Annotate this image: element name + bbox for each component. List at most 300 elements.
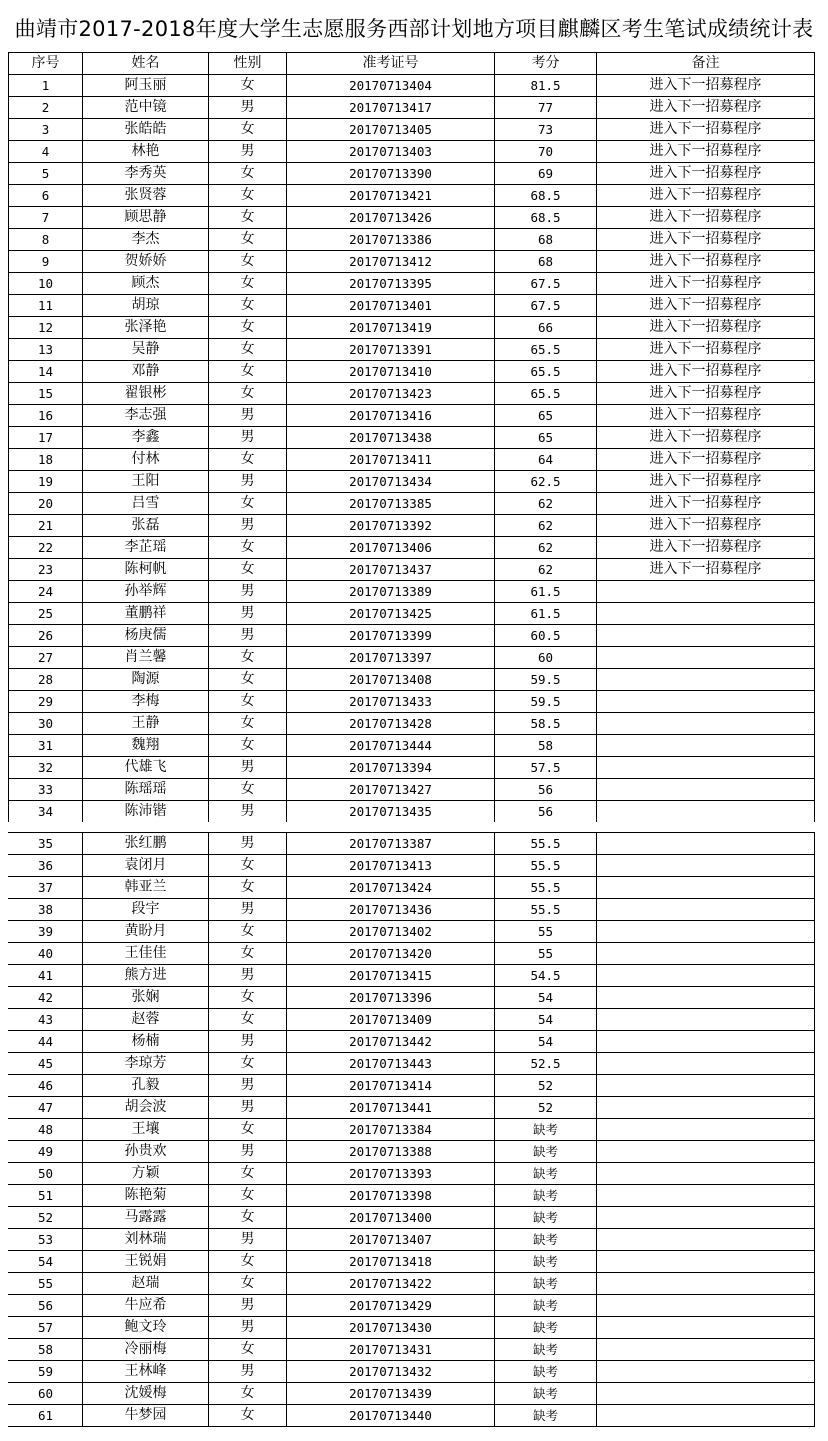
cell-index: 16 [9,405,83,427]
cell-gender: 女 [209,295,287,317]
table-row [9,1383,815,1405]
cell-remark [597,1053,815,1075]
cell-gender: 女 [209,383,287,405]
cell-exam-id: 20170713405 [287,119,495,141]
table-row [9,877,815,899]
cell-remark [597,757,815,779]
cell-exam-id: 20170713406 [287,537,495,559]
header-score: 考分 [495,53,597,75]
cell-gender: 男 [209,1229,287,1251]
cell-score: 59.5 [495,669,597,691]
cell-remark [597,1163,815,1185]
cell-name: 贺娇娇 [83,251,209,273]
cell-remark [597,1031,815,1053]
cell-exam-id: 20170713438 [287,427,495,449]
cell-exam-id: 20170713425 [287,603,495,625]
cell-name: 陈柯帆 [83,559,209,581]
table-row [9,185,815,207]
cell-exam-id: 20170713397 [287,647,495,669]
cell-score: 58.5 [495,713,597,735]
cell-remark: 进入下一招募程序 [597,405,815,427]
cell-gender: 男 [209,801,287,823]
table-row [9,779,815,801]
table-row [9,647,815,669]
cell-score: 缺考 [495,1405,597,1427]
cell-gender: 女 [209,449,287,471]
cell-remark [597,943,815,965]
cell-remark [597,1097,815,1119]
cell-exam-id: 20170713409 [287,1009,495,1031]
cell-score: 缺考 [495,1207,597,1229]
cell-remark: 进入下一招募程序 [597,97,815,119]
cell-exam-id: 20170713415 [287,965,495,987]
cell-remark [597,1295,815,1317]
cell-remark: 进入下一招募程序 [597,493,815,515]
cell-index: 8 [9,229,83,251]
cell-gender: 男 [209,581,287,603]
cell-gender: 女 [209,1207,287,1229]
cell-index: 46 [9,1075,83,1097]
cell-index: 6 [9,185,83,207]
table-row [9,713,815,735]
cell-gender: 女 [209,1251,287,1273]
cell-index: 2 [9,97,83,119]
table-row [9,383,815,405]
cell-index: 24 [9,581,83,603]
cell-name: 段宇 [83,899,209,921]
cell-index: 59 [9,1361,83,1383]
cell-index: 3 [9,119,83,141]
cell-gender: 女 [209,185,287,207]
cell-score: 65.5 [495,383,597,405]
cell-gender: 男 [209,141,287,163]
cell-name: 李志强 [83,405,209,427]
cell-score: 73 [495,119,597,141]
cell-exam-id: 20170713429 [287,1295,495,1317]
cell-name: 李鑫 [83,427,209,449]
cell-remark [597,1229,815,1251]
table-row [9,1229,815,1251]
cell-gender: 女 [209,691,287,713]
cell-exam-id: 20170713413 [287,855,495,877]
cell-index: 11 [9,295,83,317]
cell-score: 缺考 [495,1119,597,1141]
cell-score: 缺考 [495,1295,597,1317]
cell-name: 黄盼月 [83,921,209,943]
cell-index: 1 [9,75,83,97]
cell-score: 缺考 [495,1229,597,1251]
cell-score: 68.5 [495,185,597,207]
cell-remark [597,669,815,691]
table-row [9,295,815,317]
cell-score: 60 [495,647,597,669]
header-index: 序号 [9,53,83,75]
cell-name: 袁闭月 [83,855,209,877]
cell-index: 61 [9,1405,83,1427]
cell-index: 52 [9,1207,83,1229]
cell-gender: 男 [209,97,287,119]
cell-gender: 男 [209,965,287,987]
cell-score: 52 [495,1097,597,1119]
cell-index: 14 [9,361,83,383]
cell-gender: 女 [209,921,287,943]
cell-score: 65.5 [495,339,597,361]
cell-gender: 女 [209,207,287,229]
cell-index: 26 [9,625,83,647]
cell-exam-id: 20170713421 [287,185,495,207]
cell-gender: 女 [209,75,287,97]
cell-gender: 女 [209,943,287,965]
cell-score: 55.5 [495,877,597,899]
cell-gender: 男 [209,1295,287,1317]
cell-index: 53 [9,1229,83,1251]
cell-remark [597,691,815,713]
table-row [9,141,815,163]
cell-remark: 进入下一招募程序 [597,119,815,141]
cell-name: 肖兰馨 [83,647,209,669]
table-row [9,987,815,1009]
cell-gender: 女 [209,1009,287,1031]
cell-index: 25 [9,603,83,625]
cell-gender: 男 [209,471,287,493]
cell-name: 李琼芳 [83,1053,209,1075]
cell-name: 董鹏祥 [83,603,209,625]
table-row [9,735,815,757]
cell-exam-id: 20170713399 [287,625,495,647]
cell-remark [597,1251,815,1273]
table-row [9,559,815,581]
cell-score: 62 [495,493,597,515]
cell-name: 胡会波 [83,1097,209,1119]
cell-name: 王壤 [83,1119,209,1141]
table-row [9,691,815,713]
cell-name: 顾杰 [83,273,209,295]
cell-name: 马露露 [83,1207,209,1229]
cell-name: 杨楠 [83,1031,209,1053]
cell-name: 代雄飞 [83,757,209,779]
cell-name: 王静 [83,713,209,735]
cell-exam-id: 20170713404 [287,75,495,97]
table-row [9,1031,815,1053]
cell-gender: 男 [209,1031,287,1053]
cell-score: 81.5 [495,75,597,97]
cell-index: 37 [9,877,83,899]
cell-exam-id: 20170713417 [287,97,495,119]
cell-gender: 女 [209,877,287,899]
cell-remark: 进入下一招募程序 [597,273,815,295]
cell-exam-id: 20170713401 [287,295,495,317]
cell-exam-id: 20170713395 [287,273,495,295]
cell-index: 18 [9,449,83,471]
cell-name: 张皓皓 [83,119,209,141]
cell-score: 68.5 [495,207,597,229]
cell-score: 缺考 [495,1383,597,1405]
cell-remark [597,801,815,823]
cell-gender: 女 [209,669,287,691]
cell-remark: 进入下一招募程序 [597,163,815,185]
table-row [9,625,815,647]
cell-gender: 男 [209,515,287,537]
cell-index: 56 [9,1295,83,1317]
cell-index: 47 [9,1097,83,1119]
cell-exam-id: 20170713407 [287,1229,495,1251]
cell-exam-id: 20170713442 [287,1031,495,1053]
cell-score: 52 [495,1075,597,1097]
cell-remark [597,987,815,1009]
cell-name: 方颖 [83,1163,209,1185]
cell-remark: 进入下一招募程序 [597,383,815,405]
header-remark: 备注 [597,53,815,75]
cell-remark: 进入下一招募程序 [597,361,815,383]
cell-exam-id: 20170713393 [287,1163,495,1185]
cell-exam-id: 20170713390 [287,163,495,185]
cell-score: 缺考 [495,1185,597,1207]
cell-score: 54 [495,1031,597,1053]
table-row [9,163,815,185]
cell-exam-id: 20170713403 [287,141,495,163]
cell-name: 王阳 [83,471,209,493]
cell-index: 20 [9,493,83,515]
cell-exam-id: 20170713400 [287,1207,495,1229]
cell-name: 李秀英 [83,163,209,185]
cell-name: 冷丽梅 [83,1339,209,1361]
cell-score: 缺考 [495,1273,597,1295]
cell-score: 缺考 [495,1141,597,1163]
cell-remark: 进入下一招募程序 [597,537,815,559]
cell-score: 62 [495,537,597,559]
cell-index: 32 [9,757,83,779]
cell-name: 沈媛梅 [83,1383,209,1405]
cell-score: 57.5 [495,757,597,779]
table-row [9,97,815,119]
cell-index: 13 [9,339,83,361]
cell-exam-id: 20170713444 [287,735,495,757]
cell-index: 50 [9,1163,83,1185]
cell-score: 60.5 [495,625,597,647]
cell-name: 顾思静 [83,207,209,229]
table-row [9,1009,815,1031]
cell-gender: 女 [209,273,287,295]
cell-gender: 女 [209,1405,287,1427]
cell-score: 缺考 [495,1317,597,1339]
cell-remark [597,877,815,899]
table-row [9,1053,815,1075]
cell-name: 李杰 [83,229,209,251]
cell-exam-id: 20170713443 [287,1053,495,1075]
cell-score: 缺考 [495,1339,597,1361]
table-row [9,965,815,987]
cell-index: 40 [9,943,83,965]
cell-gender: 女 [209,1383,287,1405]
cell-remark [597,1339,815,1361]
cell-remark: 进入下一招募程序 [597,141,815,163]
cell-remark: 进入下一招募程序 [597,339,815,361]
table-row [9,855,815,877]
cell-index: 48 [9,1119,83,1141]
cell-gender: 女 [209,317,287,339]
cell-exam-id: 20170713389 [287,581,495,603]
header-exam-id: 准考证号 [287,53,495,75]
cell-exam-id: 20170713431 [287,1339,495,1361]
cell-remark [597,581,815,603]
cell-name: 牛应希 [83,1295,209,1317]
cell-index: 36 [9,855,83,877]
cell-exam-id: 20170713437 [287,559,495,581]
table-row [9,1119,815,1141]
table-row [9,405,815,427]
cell-gender: 女 [209,987,287,1009]
cell-gender: 女 [209,361,287,383]
cell-index: 27 [9,647,83,669]
cell-score: 55 [495,943,597,965]
cell-exam-id: 20170713440 [287,1405,495,1427]
page-title: 曲靖市2017-2018年度大学生志愿服务西部计划地方项目麒麟区考生笔试成绩统计表 [14,17,814,41]
table-row [9,1295,815,1317]
cell-remark: 进入下一招募程序 [597,75,815,97]
cell-remark [597,625,815,647]
cell-score: 55 [495,921,597,943]
cell-gender: 女 [209,119,287,141]
cell-remark [597,1185,815,1207]
cell-index: 33 [9,779,83,801]
cell-exam-id: 20170713410 [287,361,495,383]
cell-remark [597,921,815,943]
cell-name: 张红鹏 [83,833,209,855]
cell-remark [597,899,815,921]
cell-gender: 男 [209,1317,287,1339]
cell-name: 邓静 [83,361,209,383]
scores-table-part1 [8,52,815,823]
cell-index: 44 [9,1031,83,1053]
table-row [9,1163,815,1185]
cell-score: 69 [495,163,597,185]
cell-remark: 进入下一招募程序 [597,317,815,339]
cell-index: 31 [9,735,83,757]
cell-remark [597,833,815,855]
cell-name: 林艳 [83,141,209,163]
cell-name: 张娴 [83,987,209,1009]
cell-remark [597,1405,815,1427]
cell-index: 34 [9,801,83,823]
cell-exam-id: 20170713433 [287,691,495,713]
cell-exam-id: 20170713419 [287,317,495,339]
cell-name: 陶源 [83,669,209,691]
cell-score: 55.5 [495,833,597,855]
table-row [9,1185,815,1207]
cell-index: 21 [9,515,83,537]
cell-score: 59.5 [495,691,597,713]
cell-remark: 进入下一招募程序 [597,515,815,537]
cell-score: 61.5 [495,581,597,603]
cell-exam-id: 20170713434 [287,471,495,493]
cell-remark [597,1207,815,1229]
cell-remark: 进入下一招募程序 [597,251,815,273]
table-row [9,119,815,141]
table-row [9,471,815,493]
cell-name: 孙贵欢 [83,1141,209,1163]
table-row [9,1405,815,1427]
cell-index: 55 [9,1273,83,1295]
cell-index: 12 [9,317,83,339]
cell-gender: 女 [209,1053,287,1075]
cell-exam-id: 20170713436 [287,899,495,921]
cell-remark: 进入下一招募程序 [597,449,815,471]
table-row [9,361,815,383]
table-row [9,493,815,515]
cell-index: 41 [9,965,83,987]
table-row [9,801,815,823]
cell-gender: 男 [209,833,287,855]
cell-name: 张贤蓉 [83,185,209,207]
cell-name: 鲍文玲 [83,1317,209,1339]
cell-remark: 进入下一招募程序 [597,207,815,229]
table-row [9,833,815,855]
cell-name: 魏翔 [83,735,209,757]
cell-remark: 进入下一招募程序 [597,427,815,449]
cell-gender: 男 [209,625,287,647]
cell-name: 刘林瑞 [83,1229,209,1251]
cell-score: 61.5 [495,603,597,625]
cell-name: 熊方进 [83,965,209,987]
table-row [9,1361,815,1383]
table-row [9,1097,815,1119]
header-gender: 性别 [209,53,287,75]
cell-name: 赵瑞 [83,1273,209,1295]
cell-exam-id: 20170713402 [287,921,495,943]
page-break-gap [0,822,828,832]
cell-gender: 男 [209,757,287,779]
table-row [9,1075,815,1097]
cell-index: 57 [9,1317,83,1339]
cell-gender: 女 [209,1119,287,1141]
cell-remark [597,965,815,987]
cell-gender: 男 [209,427,287,449]
table-row [9,899,815,921]
cell-exam-id: 20170713441 [287,1097,495,1119]
cell-score: 54 [495,987,597,1009]
table-row [9,317,815,339]
cell-score: 56 [495,779,597,801]
scores-table-part2 [8,832,815,1427]
cell-exam-id: 20170713388 [287,1141,495,1163]
cell-name: 陈艳菊 [83,1185,209,1207]
table-row [9,207,815,229]
cell-remark [597,713,815,735]
cell-exam-id: 20170713385 [287,493,495,515]
cell-index: 60 [9,1383,83,1405]
cell-name: 牛梦园 [83,1405,209,1427]
cell-exam-id: 20170713411 [287,449,495,471]
cell-gender: 女 [209,735,287,757]
cell-gender: 男 [209,1361,287,1383]
cell-score: 65.5 [495,361,597,383]
table-row [9,229,815,251]
table-row [9,273,815,295]
table-row [9,757,815,779]
table-row [9,1317,815,1339]
cell-gender: 女 [209,855,287,877]
cell-name: 翟银彬 [83,383,209,405]
cell-remark: 进入下一招募程序 [597,471,815,493]
cell-gender: 男 [209,899,287,921]
cell-name: 陈沛锴 [83,801,209,823]
cell-exam-id: 20170713391 [287,339,495,361]
cell-gender: 男 [209,1097,287,1119]
cell-score: 62 [495,559,597,581]
cell-index: 30 [9,713,83,735]
cell-name: 张泽艳 [83,317,209,339]
cell-score: 62.5 [495,471,597,493]
